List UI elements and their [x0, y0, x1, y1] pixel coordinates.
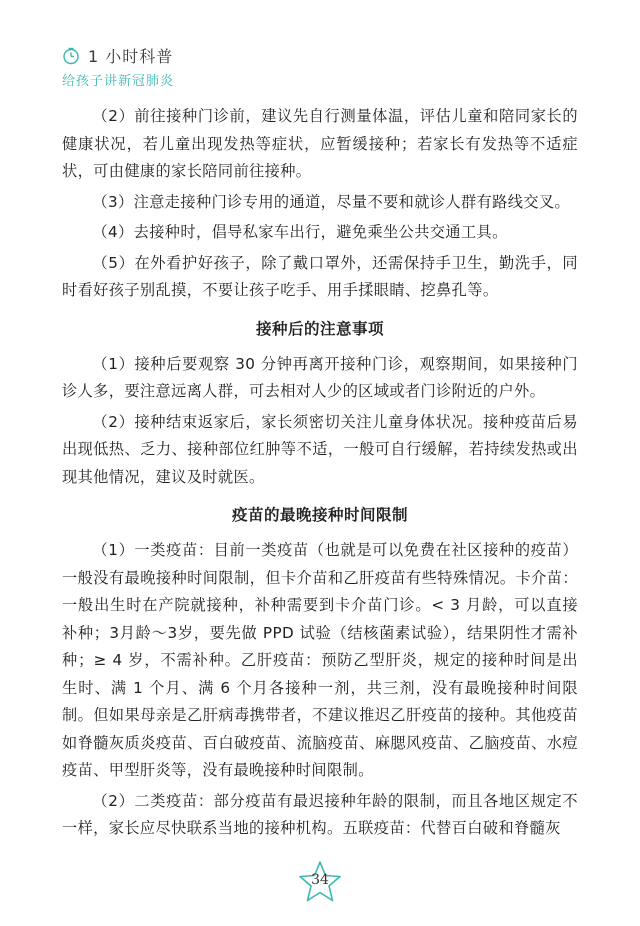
page-number: 34 — [311, 872, 329, 888]
page-body — [62, 103, 578, 846]
paragraph: （2）二类疫苗：部分疫苗有最迟接种年龄的限制，而且各地区规定不一样，家长应尽快联系当地的接种机构。五联疫苗：代替百白破和脊髓灰 — [62, 791, 578, 837]
series-title-row — [62, 44, 174, 67]
paragraph: （1）接种后要观察 30 分钟再离开接种门诊，观察期间，如果接种门诊人多，要注意远离人群，可去相对人少的区域或者门诊附近的户外。 — [62, 354, 578, 400]
section-heading: 接种后的注意事项 — [255, 319, 384, 338]
paragraph: （3）注意走接种门诊专用的通道，尽量不要和就诊人群有路线交叉。 — [92, 192, 571, 211]
section-heading: 疫苗的最晚接种时间限制 — [231, 506, 408, 524]
series-title: 1 小时科普 — [88, 47, 174, 66]
paragraph: （2）前往接种门诊前，建议先自行测量体温，评估儿童和陪同家长的健康状况，若儿童出现发热等症状，应暂缓接种；若家长有发热等不适症状，可由健康的家长陪同前往接种。 — [62, 107, 578, 180]
book-subtitle: 给孩子讲新冠肺炎 — [62, 74, 175, 89]
paragraph: （5）在外看护好孩子，除了戴口罩外，还需保持手卫生，勤洗手，同时看好孩子别乱摸，不要让孩子吃手、用手揉眼睛、挖鼻孔等。 — [62, 253, 578, 299]
page-number-badge — [295, 858, 345, 908]
page-header — [62, 44, 174, 89]
clock-icon — [62, 47, 80, 65]
paragraph: （4）去接种时，倡导私家车出行，避免乘坐公共交通工具。 — [92, 223, 508, 241]
paragraph: （2）接种结束返家后，家长须密切关注儿童身体状况。接种疫苗后易出现低热、乏力、接种部位红肿等不适，一般可自行缓解，若持续发热或出现其他情况，建议及时就医。 — [62, 412, 578, 486]
paragraph: （1）一类疫苗：目前一类疫苗（也就是可以免费在社区接种的疫苗）一般没有最晚接种时间限制，但卡介苗和乙肝疫苗有些特殊情况。卡介苗：一般出生时在产院就接种，补种需要到卡介苗门诊。< 3 月龄，可以直接补种；3月龄～3岁，要先做 PPD 试验（结核菌素试验），结果阴性才需补种；≥ 4 岁，不需补种。乙肝疫苗：预防乙型肝炎，规定的接种时间是出生时、满 1 个月、满 6 个月各接种一剂，共三剂，没有最晚接种时间限制。但如果母亲是乙肝病毒携带者，不建议推迟乙肝疫苗的接种。其他疫苗如脊髓灰质炎疫苗、百白破疫苗、流脑疫苗、麻腮风疫苗、乙脑疫苗、水痘疫苗、甲型肝炎等，没有最晚接种时间限制。 — [62, 541, 578, 779]
